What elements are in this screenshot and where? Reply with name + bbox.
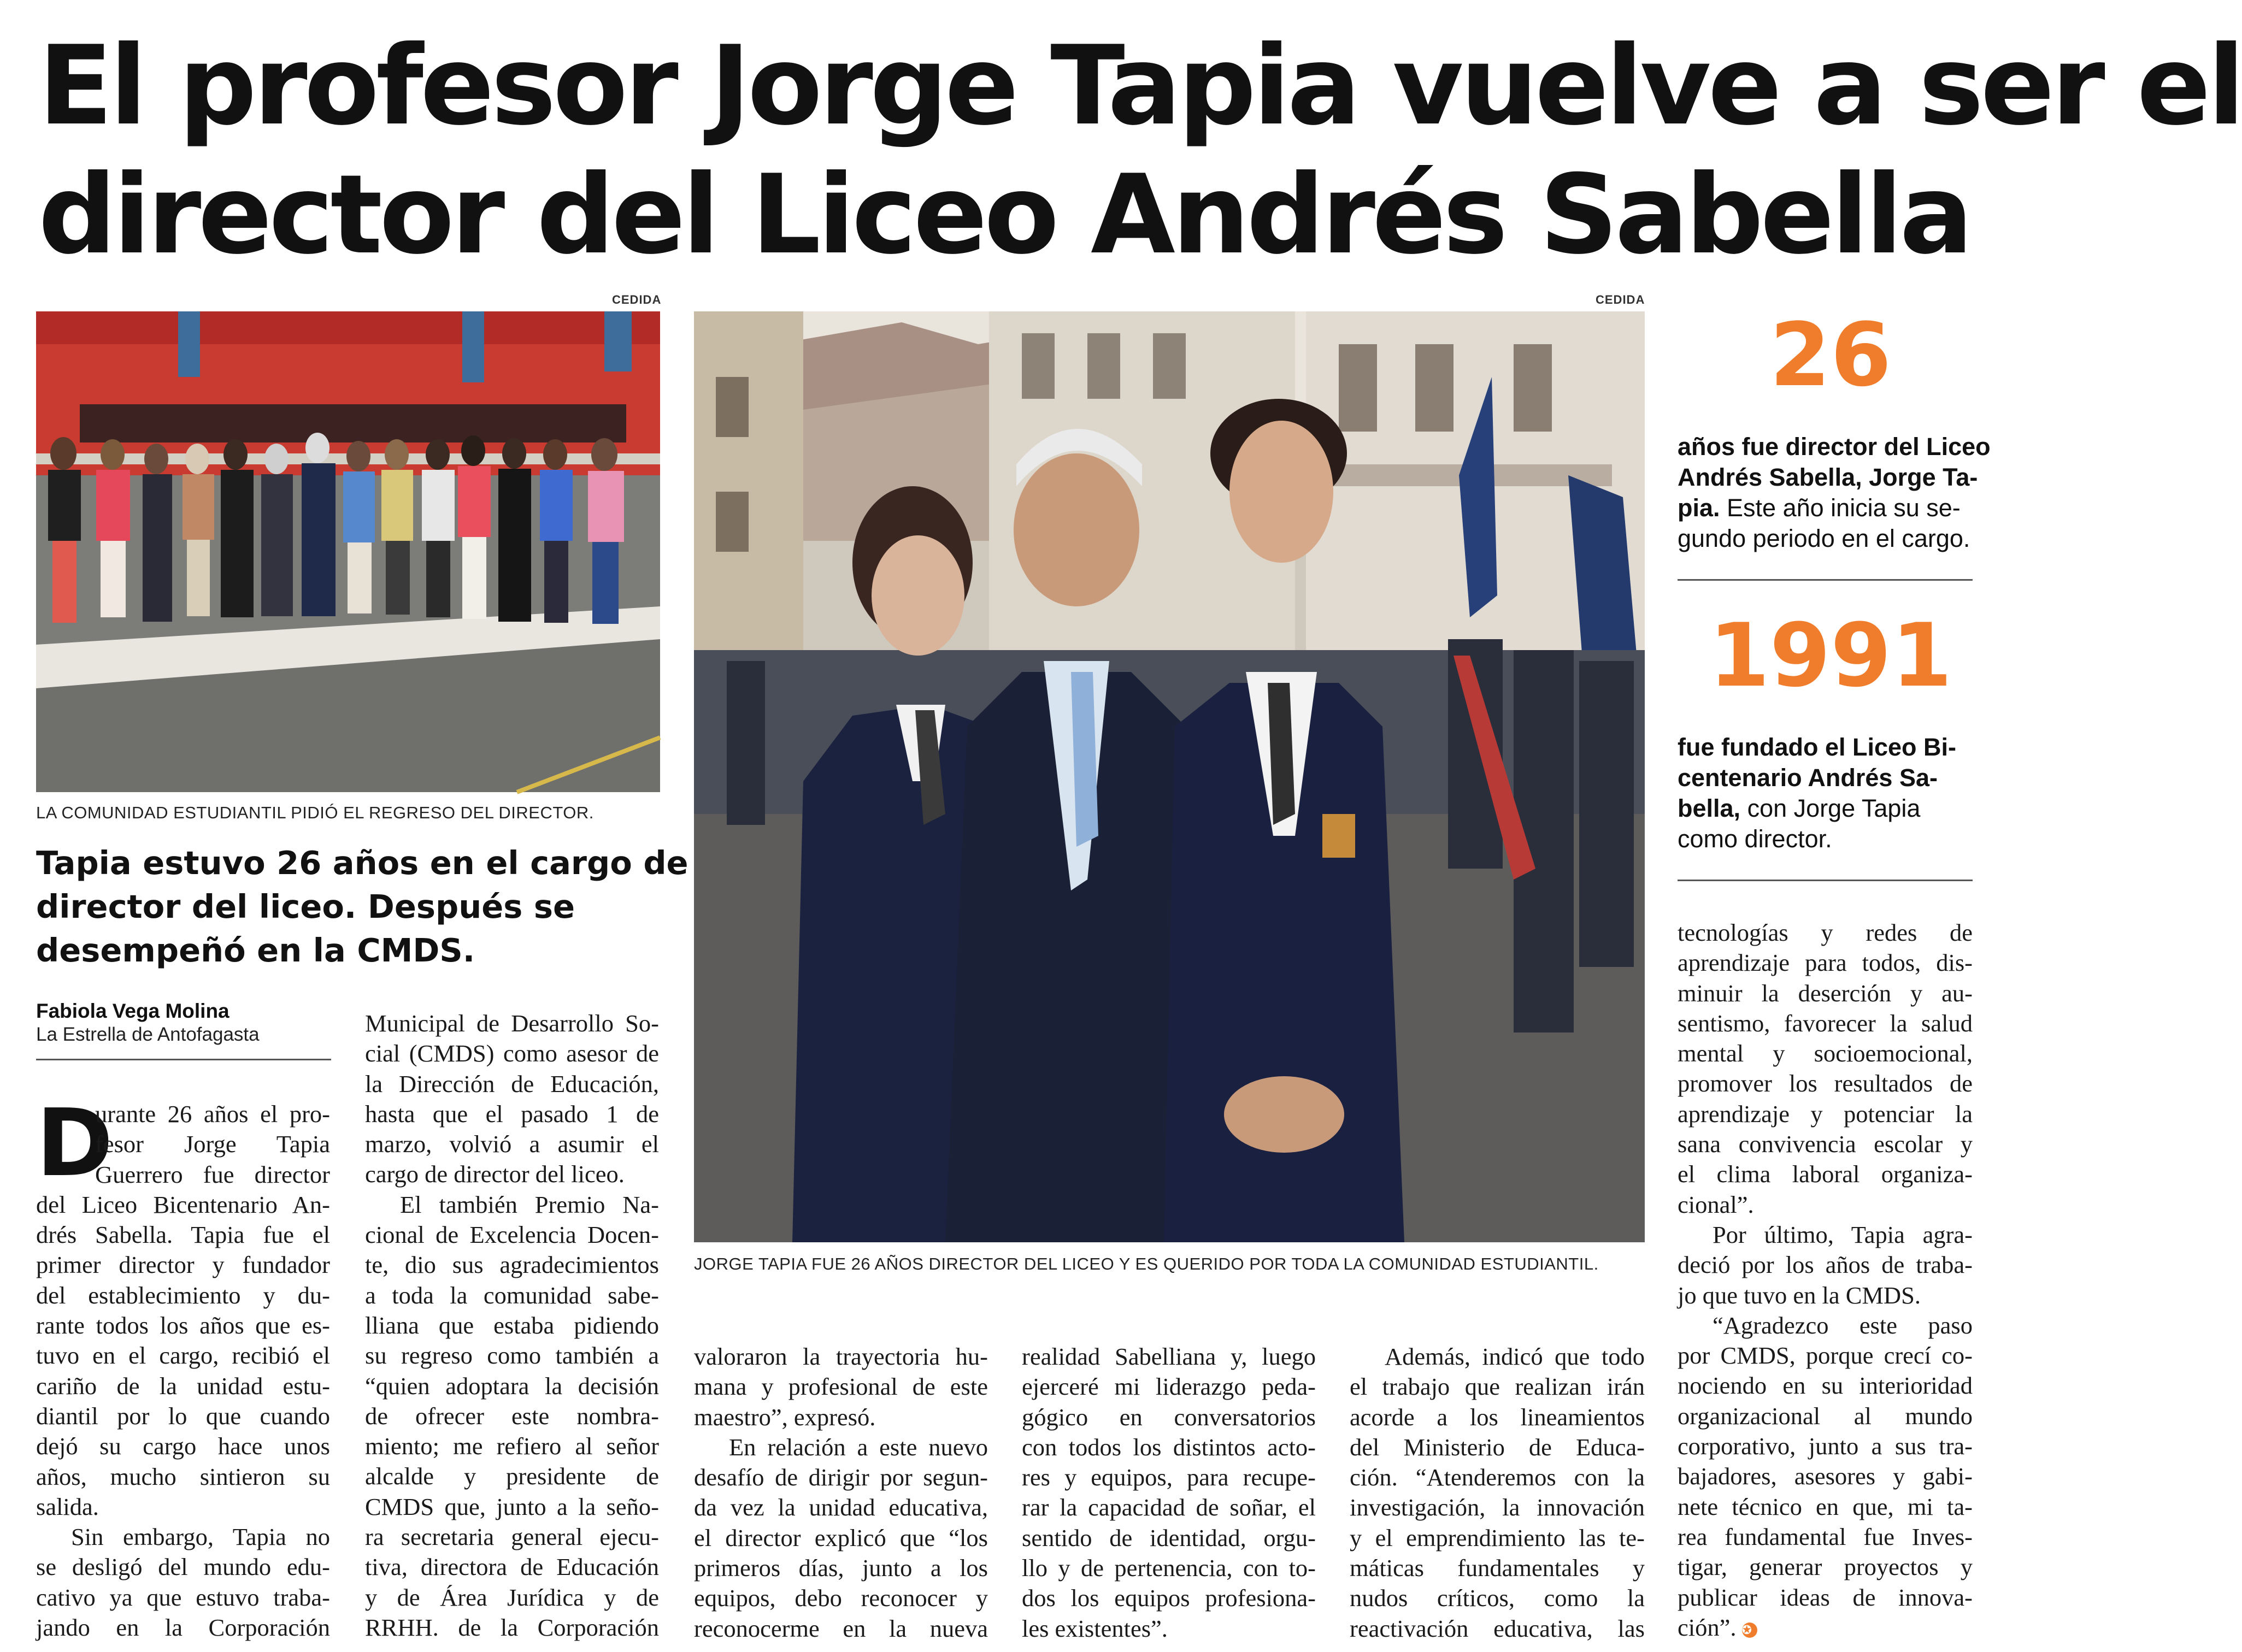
article-line: investigación, la innovación xyxy=(1350,1494,1645,1521)
article-line: aprendizaje y potenciar la xyxy=(1678,1100,1973,1128)
stat-line xyxy=(1678,732,1984,763)
article-line: aprendizaje para todos, dis- xyxy=(1678,949,1973,977)
article-line: cativo ya que estuvo traba- xyxy=(36,1583,330,1611)
article-line: mana y profesional de este xyxy=(694,1373,988,1401)
article-column-1 xyxy=(36,1089,330,1643)
article-line: alcalde y presidente de xyxy=(365,1462,659,1490)
article-line: rea fundamental fue Inves- xyxy=(1678,1523,1973,1550)
article-line: tigar, generar proyectos y xyxy=(1678,1553,1973,1581)
article-line: y el emprendimiento las te- xyxy=(1350,1524,1645,1551)
article-line: reconocerme en la nueva xyxy=(694,1614,988,1642)
article-line: ejerceré mi liderazgo peda- xyxy=(1022,1373,1316,1401)
article-line: promover los resultados de xyxy=(1678,1070,1973,1098)
stat-line xyxy=(1678,462,1984,493)
article-line: Guerrero fue director xyxy=(95,1160,330,1188)
article-line: salida. xyxy=(36,1492,99,1520)
group-photo-illustration xyxy=(36,311,660,792)
byline-author: Fabiola Vega Molina xyxy=(36,1000,230,1022)
stat-line: como director. xyxy=(1678,825,1832,853)
article-line: fesor Jorge Tapia xyxy=(95,1130,330,1158)
article-line: cial (CMDS) como asesor de xyxy=(365,1040,659,1067)
stat-bold-text: pia. xyxy=(1678,494,1720,522)
article-line: acorde a los lineamientos xyxy=(1350,1403,1645,1431)
article-line: ción”. ✪ xyxy=(1678,1613,1973,1643)
article-line: Por último, Tapia agra- xyxy=(1713,1220,1973,1248)
stat-bold-text: Andrés Sabella, Jorge Ta- xyxy=(1678,463,1978,491)
article-line: publicar ideas de innova- xyxy=(1678,1583,1973,1611)
article-line: marzo, volvió a asumir el xyxy=(365,1130,659,1158)
article-line: Municipal de Desarrollo So- xyxy=(365,1010,659,1037)
stat-line xyxy=(1678,763,1984,793)
article-line: y de Área Jurídica y de xyxy=(365,1583,659,1611)
article-line: el trabajo que realizan irán xyxy=(1350,1373,1645,1401)
stat-founded-text xyxy=(1678,732,1984,854)
photo-left-credit: CEDIDA xyxy=(612,293,662,306)
article-line: “quien adoptara la decisión xyxy=(365,1372,659,1400)
stat-line xyxy=(1678,432,1991,462)
article-column-3 xyxy=(694,1342,988,1644)
article-line: drés Sabella. Tapia fue el xyxy=(36,1221,330,1249)
article-line: CMDS que, junto a la seño- xyxy=(365,1492,659,1520)
headline-line-2: director del Liceo Andrés Sabella xyxy=(38,151,1970,279)
article-line: rar la capacidad de soñar, el xyxy=(1022,1494,1316,1521)
article-line: sentido de identidad, orgu- xyxy=(1022,1524,1316,1551)
article-line: deció por los años de traba- xyxy=(1678,1251,1973,1279)
article-column-5 xyxy=(1350,1342,1645,1644)
article-line: jo que tuvo en la CMDS. xyxy=(1678,1281,1921,1309)
article-line: nociendo en su interioridad xyxy=(1678,1372,1973,1400)
article-line: les existentes”. xyxy=(1022,1614,1168,1642)
article-line: organizacional al mundo xyxy=(1678,1402,1973,1430)
article-line: años, mucho sintieron su xyxy=(36,1462,330,1490)
article-line: rante todos los años que es- xyxy=(36,1312,330,1340)
article-line: valoraron la trayectoria hu- xyxy=(694,1343,988,1370)
stat-bold-text: centenario Andrés Sa- xyxy=(1678,764,1938,792)
article-line: el clima laboral organiza- xyxy=(1678,1160,1973,1188)
deck-line-1: Tapia estuvo 26 años en el cargo de xyxy=(36,844,689,882)
article-line: del Ministerio de Educa- xyxy=(1350,1433,1645,1461)
article-line: la Dirección de Educación, xyxy=(365,1070,659,1098)
article-line: cargo de director del liceo. xyxy=(365,1160,625,1188)
article-line: tuvo en el cargo, recibió el xyxy=(36,1342,330,1370)
article-line: jando en la Corporación xyxy=(36,1614,330,1642)
article-column-4 xyxy=(1022,1342,1316,1644)
article-column-6 xyxy=(1678,918,1973,1643)
article-line: reactivación educativa, las xyxy=(1350,1614,1645,1642)
article-line: su regreso como también a xyxy=(365,1342,659,1370)
article-line: res y equipos, para recupe- xyxy=(1022,1464,1316,1491)
article-line: dejó su cargo hace unos xyxy=(36,1432,330,1460)
stat-founded-number: 1991 xyxy=(1709,604,1952,706)
article-line: te, dio sus agradecimientos xyxy=(365,1251,659,1279)
stat-regular-text: Este año inicia su se- xyxy=(1720,494,1961,522)
stat-divider-1 xyxy=(1678,579,1973,581)
article-line: Sin embargo, Tapia no xyxy=(71,1523,330,1551)
article-line: maestro”, expresó. xyxy=(694,1403,876,1431)
stat-bold-text: bella, xyxy=(1678,794,1741,822)
article-line: nudos críticos, como la xyxy=(1350,1584,1645,1612)
main-photo-illustration xyxy=(694,311,1645,1242)
stat-years-number: 26 xyxy=(1769,304,1892,406)
article-line: corporativo, junto a sus tra- xyxy=(1678,1432,1973,1460)
article-line: “Agradezco este paso xyxy=(1713,1311,1973,1339)
article-line: llo y de pertenencia, con to- xyxy=(1022,1554,1316,1582)
headline xyxy=(38,22,2242,280)
article-line: ra secretaria general ejecu- xyxy=(365,1523,659,1551)
deck-summary xyxy=(36,841,689,972)
stat-line xyxy=(1678,793,1984,824)
article-line: En relación a este nuevo xyxy=(729,1433,988,1461)
article-line: bajadores, asesores y gabi- xyxy=(1678,1462,1973,1490)
article-line: con todos los distintos acto- xyxy=(1022,1433,1316,1461)
article-line: del establecimiento y du- xyxy=(36,1281,330,1309)
article-line: miento; me refiero al señor xyxy=(365,1432,659,1460)
photo-main-caption: JORGE TAPIA FUE 26 AÑOS DIRECTOR DEL LICEO Y ES QUERIDO POR TODA LA COMUNIDAD ESTUDIANTIL. xyxy=(694,1254,1599,1273)
photo-left-caption: LA COMUNIDAD ESTUDIANTIL PIDIÓ EL REGRESO DEL DIRECTOR. xyxy=(36,803,594,822)
article-line: el director explicó que “los xyxy=(694,1524,988,1551)
stat-divider-2 xyxy=(1678,880,1973,881)
photo-students-group xyxy=(36,311,660,792)
article-line: primer director y fundador xyxy=(36,1251,330,1279)
article-line: da vez la unidad educativa, xyxy=(694,1494,988,1521)
deck-line-3: desempeñó en la CMDS. xyxy=(36,931,475,969)
article-line: sentismo, favorecer la salud xyxy=(1678,1009,1973,1037)
article-line: hasta que el pasado 1 de xyxy=(365,1100,659,1128)
article-line: lliana que estaba pidiendo xyxy=(365,1311,659,1339)
article-line: primeros días, junto a los xyxy=(694,1554,988,1582)
article-line: urante 26 años el pro- xyxy=(95,1100,330,1128)
article-line: mental y socioemocional, xyxy=(1678,1040,1973,1067)
deck-line-2: director del liceo. Después se xyxy=(36,888,575,925)
stat-regular-text: con Jorge Tapia xyxy=(1740,794,1921,822)
article-line: dos los equipos profesiona- xyxy=(1022,1584,1316,1612)
article-line: a toda la comunidad sabe- xyxy=(365,1281,659,1309)
article-line: desafío de dirigir por segun- xyxy=(694,1464,988,1491)
article-line: máticas fundamentales y xyxy=(1350,1554,1645,1582)
article-column-2 xyxy=(365,1008,659,1643)
dropcap: D xyxy=(36,1089,114,1197)
article-line: tecnologías y redes de xyxy=(1678,919,1973,946)
article-line: diantil por lo que cuando xyxy=(36,1402,330,1430)
article-line: El también Premio Na- xyxy=(400,1190,659,1218)
article-line: RRHH. de la Corporación xyxy=(365,1613,659,1641)
article-line: de ofrecer este nombra- xyxy=(365,1402,659,1430)
photo-director-with-students xyxy=(694,311,1645,1242)
article-line: nete técnico en que, mi ta- xyxy=(1678,1492,1973,1520)
article-line: equipos, debo reconocer y xyxy=(694,1584,988,1612)
article-line: se desligó del mundo edu- xyxy=(36,1553,330,1581)
article-line: Además, indicó que todo xyxy=(1385,1343,1645,1370)
article-line: cariño de la unidad estu- xyxy=(36,1372,330,1400)
article-line: gógico en conversatorios xyxy=(1022,1403,1316,1431)
article-line: ción. “Atenderemos con la xyxy=(1350,1464,1645,1491)
article-line: minuir la deserción y au- xyxy=(1678,979,1973,1007)
stat-bold-text: fue fundado el Liceo Bi- xyxy=(1678,733,1957,761)
stat-years-text xyxy=(1678,432,1991,554)
stat-bold-text: años fue director del Liceo xyxy=(1678,433,1991,461)
article-line: sana convivencia escolar y xyxy=(1678,1130,1973,1158)
article-line: por CMDS, porque crecí co- xyxy=(1678,1342,1973,1370)
article-line: del Liceo Bicentenario An- xyxy=(36,1190,330,1218)
article-line: cional”. xyxy=(1678,1190,1754,1218)
headline-line-1: El profesor Jorge Tapia vuelve a ser el xyxy=(38,22,2242,150)
stat-line: gundo periodo en el cargo. xyxy=(1678,524,1970,552)
article-line: realidad Sabelliana y, luego xyxy=(1022,1343,1316,1370)
stat-line xyxy=(1678,493,1984,523)
byline-divider xyxy=(36,1059,331,1060)
end-mark-icon: ✪ xyxy=(1742,1622,1757,1638)
photo-main-credit: CEDIDA xyxy=(1596,293,1645,306)
byline-publication: La Estrella de Antofagasta xyxy=(36,1024,260,1045)
article-line: cional de Excelencia Docen- xyxy=(365,1221,659,1249)
article-line: tiva, directora de Educación xyxy=(365,1553,659,1581)
